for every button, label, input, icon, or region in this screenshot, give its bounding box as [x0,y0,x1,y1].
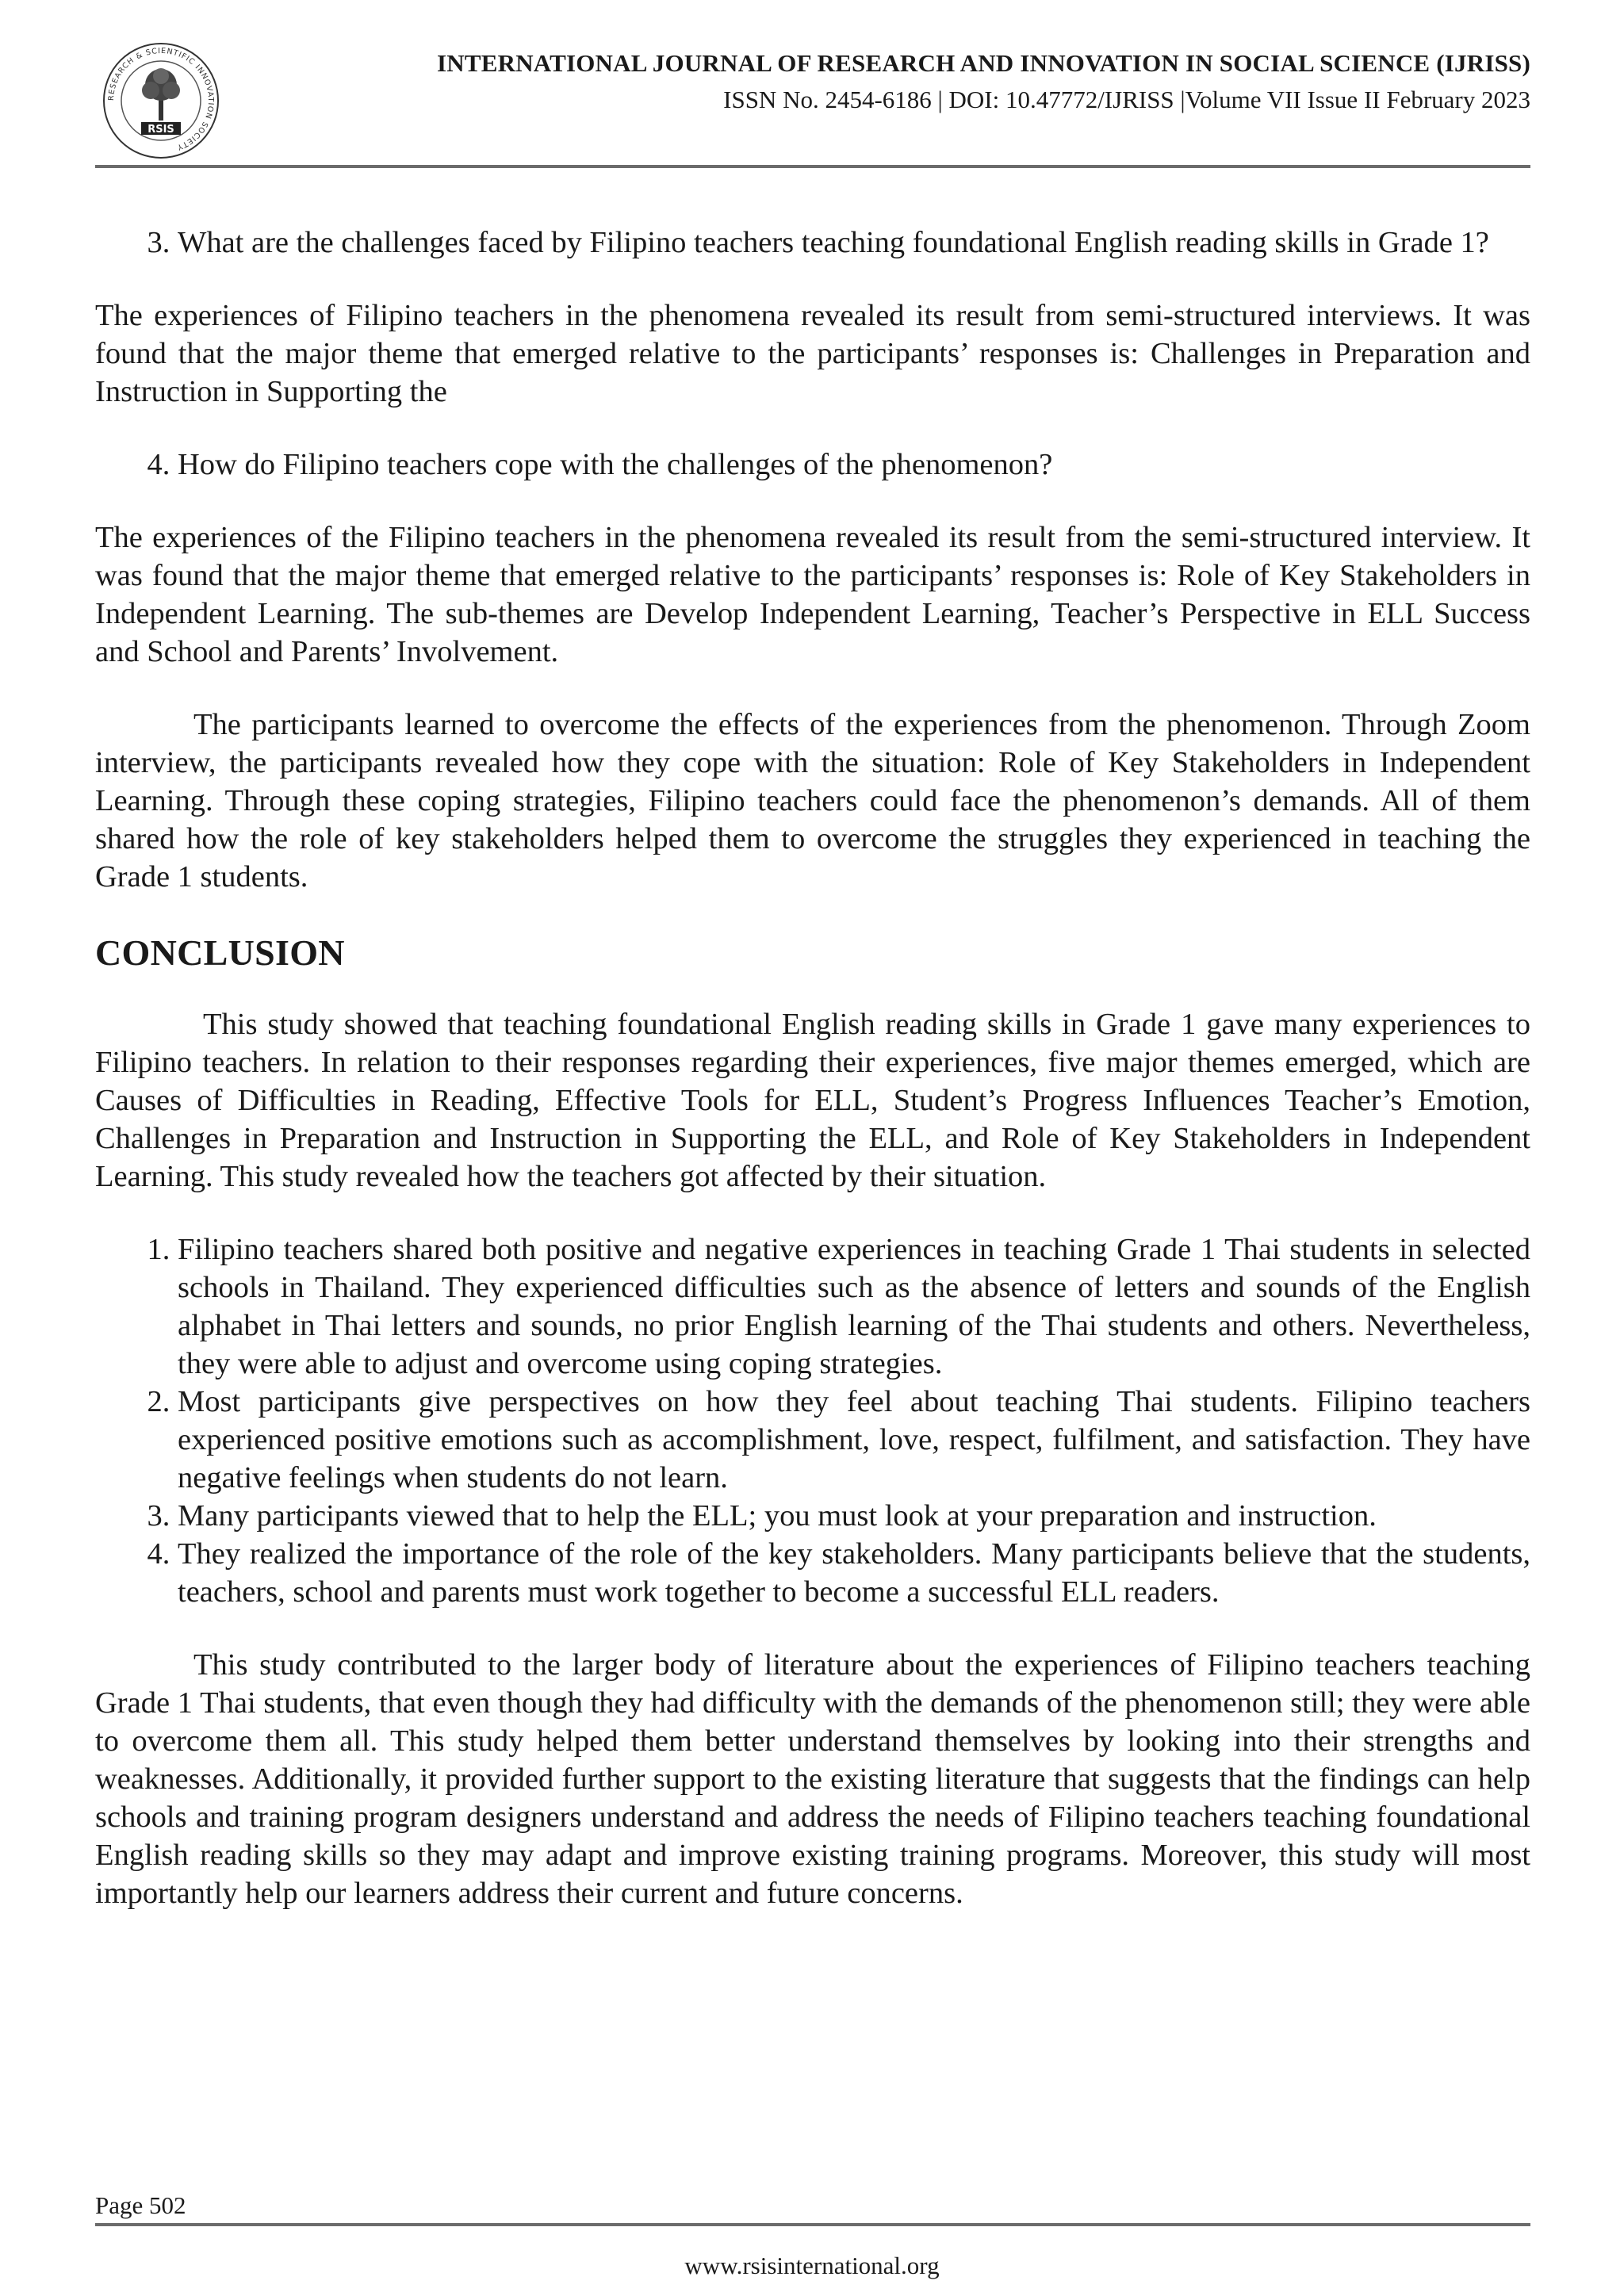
finding-item: 2. Most participants give perspectives on how they feel about teaching Thai students. Filipino teachers experienced positive emotions such as accomplishment, love, respect, fulfilment, and satisfaction. They have negative feelings when students do not learn. [178,1383,1530,1497]
article-body [95,224,1530,1947]
journal-title: INTERNATIONAL JOURNAL OF RESEARCH AND INNOVATION IN SOCIAL SCIENCE (IJRISS) [437,49,1530,77]
finding-item: 4. They realized the importance of the role of the key stakeholders. Many participants believe that the students, teachers, school and parents must work together to become a successful ELL readers. [178,1535,1530,1611]
finding-item: 3. Many participants viewed that to help the ELL; you must look at your preparation and instruction. [178,1497,1530,1535]
conclusion-findings-list [95,1230,1530,1611]
paragraph-participants: The participants learned to overcome the effects of the experiences from the phenomenon. Through Zoom interview, the participants revealed how they cope with the situation: Role of Key Stakeholders in Independent Learning. Through these coping strategies, Filipino teachers could face the phenomenon’s demands. All of them shared how the role of key stakeholders helped them to overcome the struggles they experienced in teaching the Grade 1 students. [95,708,1530,894]
page-header [95,41,1530,168]
research-question-list-2 [95,446,1530,484]
section-heading-conclusion: CONCLUSION [95,932,345,973]
research-question-4: 4. How do Filipino teachers cope with the challenges of the phenomenon? [178,446,1530,484]
paragraph-challenges: The experiences of Filipino teachers in the phenomena revealed its result from semi-structured interviews. It was found that the major theme that emerged relative to the participants’ responses is: Challenges in Preparation and Instruction in Supporting the [95,299,1530,408]
finding-item: 1. Filipino teachers shared both positive and negative experiences in teaching Grade 1 Thai students in selected schools in Thailand. They experienced difficulties such as the absence of letters and sounds of the English alphabet in Thai letters and sounds, no prior English learning of the Thai students and others. Nevertheless, they were able to adjust and overcome using coping strategies. [178,1230,1530,1383]
research-question-list [95,224,1530,262]
rsis-logo-icon [102,41,220,160]
footer-website: www.rsisinternational.org [684,2252,940,2279]
footer-divider [95,2223,1530,2226]
logo-ring-text: RESEARCH & SCIENTIFIC INNOVATION SOCIETY [106,46,216,152]
conclusion-closing: This study contributed to the larger body of literature about the experiences of Filipino teachers teaching Grade 1 Thai students, that even though they had difficulty with the demands of the phenomenon still; they were able to overcome them all. This study helped them better understand themselves by looking into their strengths and weaknesses. Additionally, it provided further support to the existing literature that suggests that the findings can help schools and training program designers understand and address the needs of Filipino teachers teaching foundational English reading skills so they may adapt and improve existing training programs. Moreover, this study will most importantly help our learners address their current and future concerns. [95,1648,1530,1910]
conclusion-intro: This study showed that teaching foundational English reading skills in Grade 1 gave many experiences to Filipino teachers. In relation to their responses regarding their experiences, five major themes emerged, which are Causes of Difficulties in Reading, Effective Tools for ELL, Student’s Progress Influences Teacher’s Emotion, Challenges in Preparation and Instruction in Supporting the ELL, and Role of Key Stakeholders in Independent Learning. This study revealed how the teachers got affected by their situation. [95,1008,1530,1193]
paragraph-coping: The experiences of the Filipino teachers in the phenomena revealed its result from the semi-structured interview. It was found that the major theme that emerged relative to the participants’ responses is: Role of Key Stakeholders in Independent Learning. The sub-themes are Develop Independent Learning, Teacher’s Perspective in ELL Success and School and Parents’ Involvement. [95,521,1530,668]
page-number: Page 502 [95,2191,186,2219]
logo-text: RSIS [147,124,174,136]
header-divider [95,165,1530,168]
research-question-3: 3. What are the challenges faced by Filipino teachers teaching foundational English reading skills in Grade 1? [178,224,1530,262]
journal-info: ISSN No. 2454-6186 | DOI: 10.47772/IJRISS |Volume VII Issue II February 2023 [723,86,1530,113]
